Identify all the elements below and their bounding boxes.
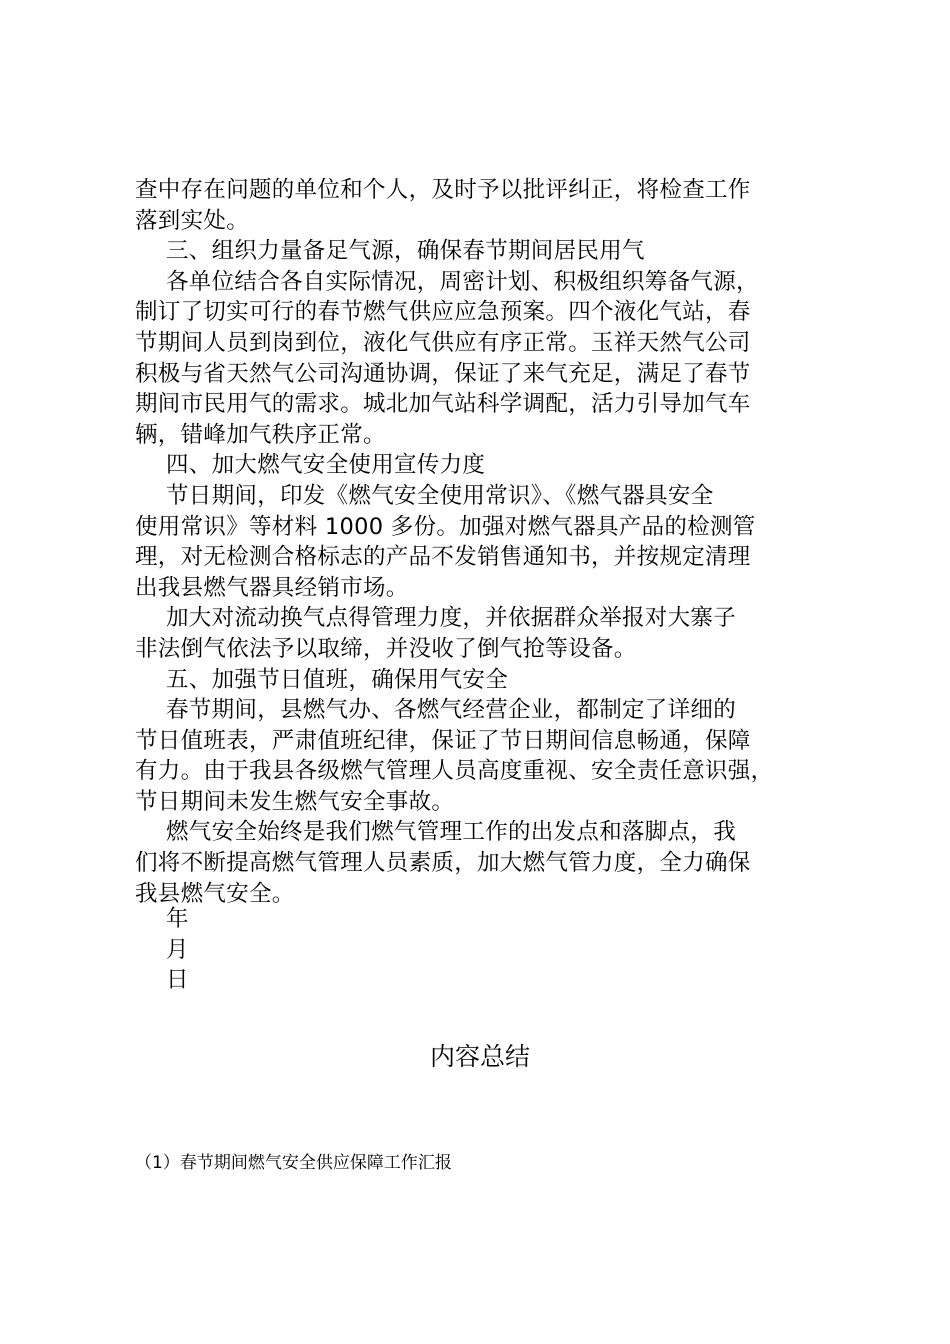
body-line: 有力。由于我县各级燃气管理人员高度重视、安全责任意识强， xyxy=(135,758,774,785)
body-line: 燃气安全始终是我们燃气管理工作的出发点和落脚点，我 xyxy=(166,819,737,846)
body-line: 节日期间，印发《燃气安全使用常识》、《燃气器具安全 xyxy=(166,482,714,509)
date-month: 月 xyxy=(166,936,189,963)
date-day: 日 xyxy=(166,967,189,994)
body-line: 制订了切实可行的春节燃气供应应急预案。四个液化气站，春 xyxy=(135,299,751,326)
body-line: 辆，错峰加气秩序正常。 xyxy=(135,421,386,448)
date-year: 年 xyxy=(166,906,189,932)
body-line: 各单位结合各自实际情况，周密计划、积极组织筹备气源， xyxy=(166,268,759,295)
body-line: 查中存在问题的单位和个人，及时予以批评纠正，将检查工作 xyxy=(135,177,751,203)
body-line: 加大对流动换气点得管理力度，并依据群众举报对大寨子 xyxy=(166,605,737,632)
body-line: 节日期间未发生燃气安全事故。 xyxy=(135,788,455,815)
body-line: 节日值班表，严肃值班纪律，保证了节日期间信息畅通，保障 xyxy=(135,727,751,754)
body-line: 理，对无检测合格标志的产品不发销售通知书，并按规定清理 xyxy=(135,544,751,571)
body-line: 积极与省天然气公司沟通协调，保证了来气充足，满足了春节 xyxy=(135,360,751,387)
body-line: 期间市民用气的需求。城北加气站科学调配，活力引导加气车 xyxy=(135,391,751,418)
report-body xyxy=(135,175,835,909)
body-line: 落到实处。 xyxy=(135,207,250,234)
body-line: 们将不断提高燃气管理人员素质，加大燃气管力度，全力确保 xyxy=(135,850,751,877)
body-line: 我县燃气安全。 xyxy=(135,880,295,907)
body-line: 春节期间，县燃气办、各燃气经营企业，都制定了详细的 xyxy=(166,697,737,724)
signature-date xyxy=(166,904,189,996)
body-line: 非法倒气依法予以取缔，并没收了倒气抢等设备。 xyxy=(135,635,637,662)
section-heading-5: 五、加强节日值班，确保用气安全 xyxy=(166,666,509,693)
body-line: 出我县燃气器具经销市场。 xyxy=(135,574,409,601)
summary-item: （1）春节期间燃气安全供应保障工作汇报 xyxy=(135,1153,452,1173)
body-line: 节期间人员到岗到位，液化气供应有序正常。玉祥天然气公司 xyxy=(135,329,751,356)
section-heading-3: 三、组织力量备足气源，确保春节期间居民用气 xyxy=(166,238,645,265)
body-line: 使用常识》等材料 1000 多份。加强对燃气器具产品的检测管 xyxy=(135,513,756,540)
summary-title: 内容总结 xyxy=(429,1042,530,1071)
section-heading-4: 四、加大燃气安全使用宣传力度 xyxy=(166,452,486,479)
